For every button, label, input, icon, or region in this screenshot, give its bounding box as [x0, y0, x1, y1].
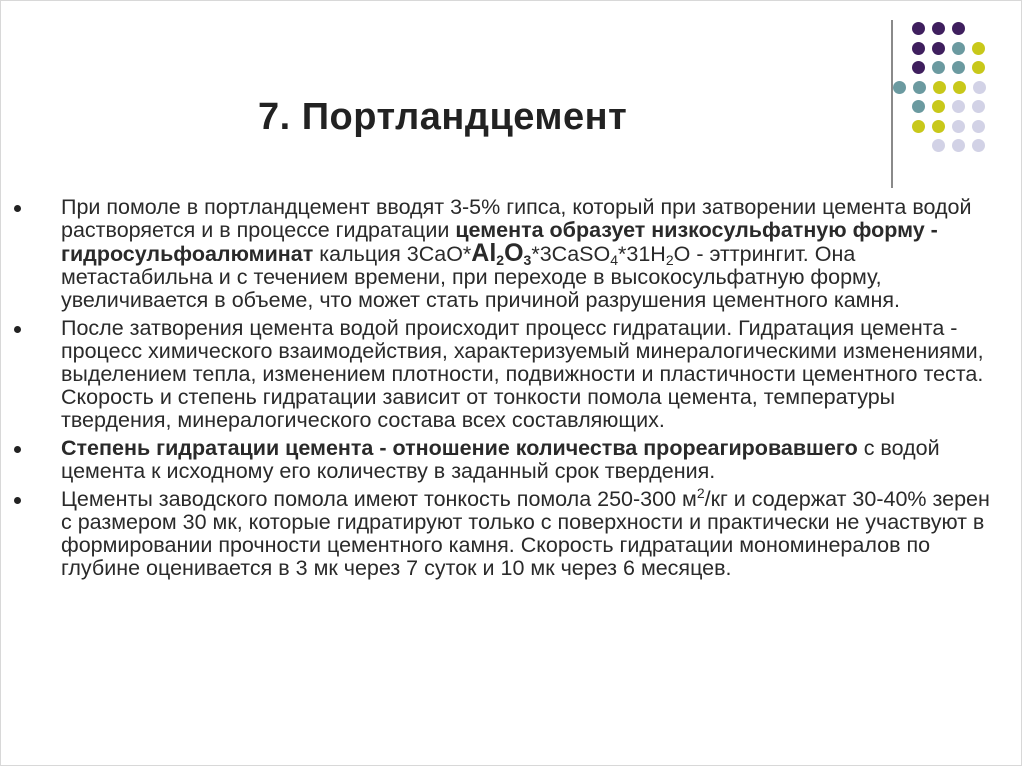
bullet-item-1 [14, 196, 1004, 312]
bullet-text-2: После затворения цемента водой происходит процесс гидратации. Гидратация цемента - процесс химического взаимодействия, характеризуемый минералогическими изменениями, выделением тепла, изменением плотности, подвижности и пластичности цементного теста. Скорость и степень гидратации зависит от тонкости помола цемента, температуры твердения, минералогического состава всех составляющих. [61, 316, 984, 432]
bullet-item-4 [14, 485, 1004, 580]
bullet-text-3: Степень гидратации цемента - отношение количества прореагировавшего с водой цемента к исходному его количеству в заданный срок твердения. [61, 436, 940, 483]
bullet-text-4: Цементы заводского помола имеют тонкость помола 250-300 $м^2/кг$ и содержат 30-40% зерен с размером 30 мк, которые гидратируют только с поверхности и практически не участвуют в формировании прочности цементного камня. Скорость гидратации мономинералов по глубине оценивается в 3 мк через 7 суток и 10 мк через 6 месяцев. [61, 485, 990, 580]
decorative-vertical-line [891, 20, 893, 188]
bullet-list [14, 196, 1004, 585]
bullet-dot [14, 446, 21, 453]
slide-title: 7. Портландцемент [258, 96, 628, 138]
bullet-dot [14, 326, 21, 333]
bullet-item-3 [14, 437, 1004, 483]
bullet-item-2 [14, 317, 1004, 432]
bullet-dot [14, 205, 21, 212]
bullet-dot [14, 497, 21, 504]
bullet-text-1: При помоле в портландцемент вводят 3-5% гипса, который при затворении цемента водой растворяется и в процессе гидратации цемента образует низкосульфатную форму - гидросульфоалюминат кальция $3CaO*Al_2O_3*3CaSO_4*31H_2O$ - эттрингит. Она метастабильна и с течением времени, при переходе в высокосульфатную форму, увеличивается в объеме, что может стать причиной разрушения цементного камня. [61, 195, 972, 312]
